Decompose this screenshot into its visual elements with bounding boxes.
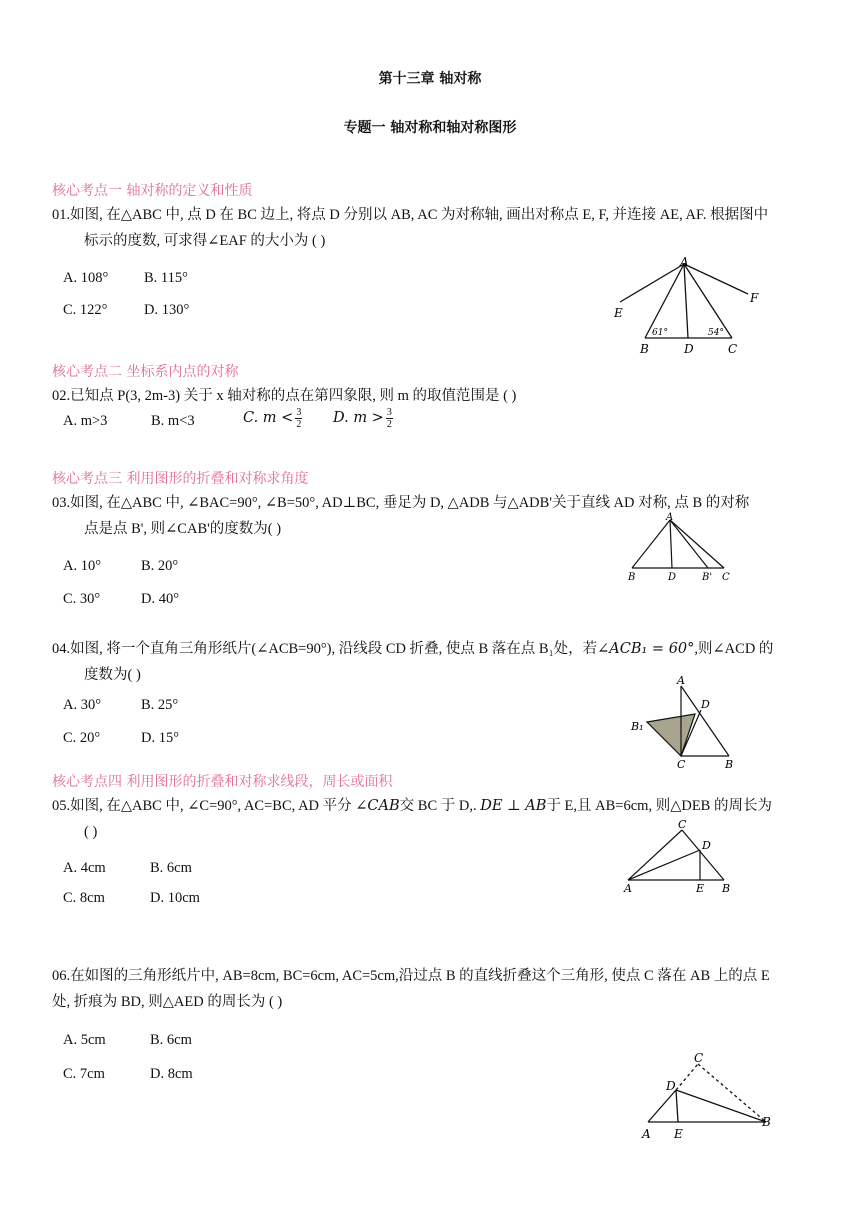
q3-label-bprime: B': [702, 572, 713, 583]
q2-option-d[interactable]: [333, 407, 393, 430]
q5-label-b: B: [722, 882, 731, 895]
q5-option-b[interactable]: B. 6cm: [150, 860, 192, 876]
q6-option-b[interactable]: B. 6cm: [150, 1032, 192, 1048]
q4-label-c: C: [677, 758, 686, 771]
topic-title: 专题一 轴对称和轴对称图形: [343, 120, 517, 136]
q1-angle-c: 54°: [708, 328, 724, 338]
q1-line2: 标示的度数, 可求得∠EAF 的大小为 ( ): [84, 233, 326, 249]
question-6: [52, 963, 812, 1015]
q4-figure: [625, 670, 745, 774]
q5-option-d[interactable]: D. 10cm: [150, 890, 200, 906]
q1-label-d: D: [684, 342, 694, 356]
q3-option-c[interactable]: C. 30°: [63, 591, 101, 607]
q1-option-b[interactable]: B. 115°: [144, 270, 188, 286]
q4-option-d[interactable]: D. 15°: [141, 730, 180, 746]
q5-line2: ( ): [84, 824, 98, 840]
q6-label-b: B: [762, 1115, 771, 1129]
q6-option-d[interactable]: D. 8cm: [150, 1066, 193, 1082]
q3-option-a[interactable]: A. 10°: [63, 558, 102, 574]
q4-option-b[interactable]: B. 25°: [141, 697, 179, 713]
question-2: [52, 383, 812, 409]
q4-line1-math: ∠ACB₁ = 60°: [597, 641, 695, 657]
q4-line1-b: ,则∠ACD 的: [694, 641, 774, 657]
q4-line1-a: 04.如图, 将一个直角三角形纸片(∠ACB=90°), 沿线段 CD 折叠, 使点 B 落在点 B₁处，若: [52, 641, 598, 657]
q6-label-a: A: [642, 1127, 651, 1141]
q2-option-b[interactable]: B. m<3: [151, 413, 195, 429]
q4-label-a: A: [677, 674, 685, 687]
q5-option-a[interactable]: A. 4cm: [63, 860, 106, 876]
q5-option-c[interactable]: C. 8cm: [63, 890, 105, 906]
q6-label-d: D: [666, 1079, 676, 1093]
q5-label-d: D: [702, 839, 711, 852]
section-heading-3: 核心考点三 利用图形的折叠和对称求角度: [52, 471, 309, 487]
q6-line2: 处, 折痕为 BD, 则△AED 的周长为 ( ): [52, 994, 283, 1010]
q1-angle-b: 61°: [652, 328, 668, 338]
q6-option-a[interactable]: A. 5cm: [63, 1032, 106, 1048]
q5-label-c: C: [678, 818, 687, 831]
q4-option-a[interactable]: A. 30°: [63, 697, 102, 713]
q6-option-c[interactable]: C. 7cm: [63, 1066, 105, 1082]
q3-line1: 03.如图, 在△ABC 中, ∠BAC=90°, ∠B=50°, AD⊥BC, 垂足为 D, △ADB 与△ADB'关于直线 AD 对称, 点 B 的对称: [52, 495, 750, 511]
q1-option-c[interactable]: C. 122°: [63, 302, 108, 318]
q1-label-a: A: [680, 255, 689, 269]
q5-label-e: E: [696, 882, 705, 895]
q3-label-b: B: [628, 572, 636, 583]
q3-figure: [620, 510, 740, 586]
q6-figure: [636, 1048, 782, 1144]
chapter-title: 第十三章 轴对称: [378, 71, 482, 87]
q1-option-a[interactable]: A. 108°: [63, 270, 109, 286]
q1-label-f: F: [750, 291, 759, 305]
q5-line1-a: 05.如图, 在△ABC 中, ∠C=90°, AC=BC, AD 平分: [52, 798, 352, 814]
q3-option-d[interactable]: D. 40°: [141, 591, 180, 607]
q3-option-b[interactable]: B. 20°: [141, 558, 179, 574]
q4-label-b: B: [725, 758, 734, 771]
q6-line1: 06.在如图的三角形纸片中, AB=8cm, BC=6cm, AC=5cm,沿过点 B 的直线折叠这个三角形, 使点 C 落在 AB 上的点 E: [52, 968, 770, 984]
q2-option-d-text: D. m >: [333, 409, 384, 426]
q4-line2: 度数为( ): [84, 667, 141, 683]
q2-option-c-text: C. m <: [243, 409, 294, 426]
section-heading-2: 核心考点二 坐标系内点的对称: [52, 364, 239, 380]
q3-label-a: A: [666, 512, 674, 523]
question-1: [52, 202, 812, 254]
section-heading-4: 核心考点四 利用图形的折叠和对称求线段，周长或面积: [52, 774, 393, 790]
q5-line1-c: 于 E,且 AB=6cm, 则△DEB 的周长为: [546, 798, 772, 814]
q6-label-e: E: [674, 1127, 683, 1141]
q4-label-d: D: [701, 698, 710, 711]
q1-line1: 01.如图, 在△ABC 中, 点 D 在 BC 边上, 将点 D 分别以 AB, AC 为对称轴, 画出对称点 E, F, 并连接 AE, AF. 根据图中: [52, 207, 769, 223]
q5-label-a: A: [624, 882, 632, 895]
q2-option-d-fraction: $\frac{3}{2}$: [386, 407, 392, 430]
q5-figure: [620, 816, 744, 896]
q2-line1: 02.已知点 P(3, 2m-3) 关于 x 轴对称的点在第四象限, 则 m 的取值范围是 ( ): [52, 388, 517, 404]
q3-label-d: D: [668, 572, 677, 583]
q1-label-e: E: [614, 306, 623, 320]
q6-label-c: C: [694, 1051, 704, 1065]
section-heading-1: 核心考点一 轴对称的定义和性质: [52, 183, 253, 199]
q2-option-c-fraction: $\frac{3}{2}$: [296, 407, 302, 430]
q1-label-c: C: [728, 342, 738, 356]
q5-line1-b: 交 BC 于 D,.: [399, 798, 477, 814]
q2-option-a[interactable]: A. m>3: [63, 413, 108, 429]
q1-figure: [600, 252, 780, 362]
q4-label-b1: B₁: [631, 720, 644, 733]
q3-label-c: C: [722, 572, 730, 583]
q5-line1-math1: ∠CAB: [355, 798, 400, 814]
q3-line2: 点是点 B', 则∠CAB'的度数为( ): [84, 521, 282, 537]
q1-option-d[interactable]: D. 130°: [144, 302, 190, 318]
q2-option-c[interactable]: [243, 407, 302, 430]
q4-option-c[interactable]: C. 20°: [63, 730, 101, 746]
q1-label-b: B: [640, 342, 649, 356]
q5-line1-math2: DE ⊥ AB: [480, 798, 547, 814]
